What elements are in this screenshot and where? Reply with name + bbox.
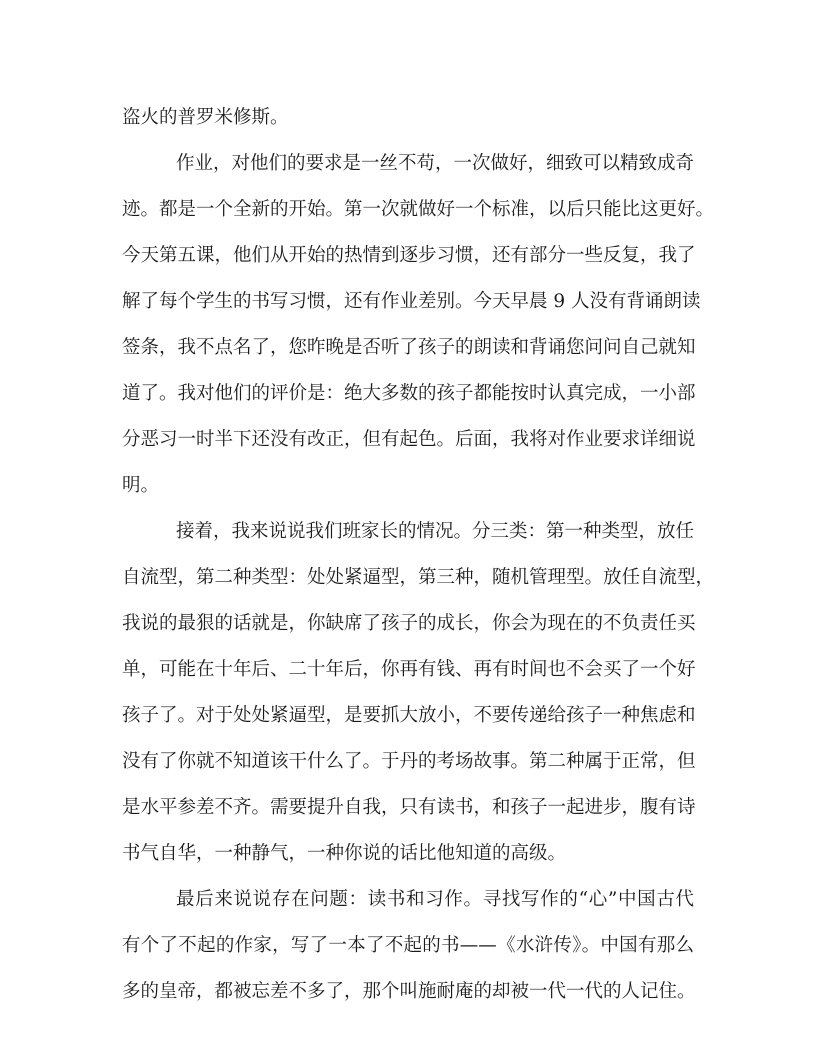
text-line: 多的皇帝，都被忘差不多了，那个叫施耐庵的却被一代一代的人记住。 bbox=[122, 981, 696, 1002]
text-line: 解了每个学生的书写习惯，还有作业差别。今天早晨 9 人没有背诵朗读 bbox=[122, 291, 701, 312]
text-line: 道了。我对他们的评价是：绝大多数的孩子都能按时认真完成，一小部 bbox=[122, 383, 696, 404]
paragraph-first-line: 接着，我来说说我们班家长的情况。分三类：第一种类型，放任 bbox=[176, 521, 695, 542]
text-line: 书气自华，一种静气，一种你说的话比他知道的高级。 bbox=[122, 843, 567, 864]
text-line: 孩子了。对于处处紧逼型，是要抓大放小，不要传递给孩子一种焦虑和 bbox=[122, 705, 696, 726]
text-line: 单，可能在十年后、二十年后，你再有钱、再有时间也不会买了一个好 bbox=[122, 659, 696, 680]
text-line: 盗火的普罗米修斯。 bbox=[122, 107, 289, 128]
text-line: 我说的最狠的话就是，你缺席了孩子的成长，你会为现在的不负责任买 bbox=[122, 613, 696, 634]
text-line: 没有了你就不知道该干什么了。于丹的考场故事。第二种属于正常，但 bbox=[122, 751, 696, 772]
text-line: 是水平参差不齐。需要提升自我，只有读书，和孩子一起进步，腹有诗 bbox=[122, 797, 696, 818]
text-line: 签条，我不点名了，您昨晚是否听了孩子的朗读和背诵您问问自己就知 bbox=[122, 337, 696, 358]
text-line: 今天第五课，他们从开始的热情到逐步习惯，还有部分一些反复，我了 bbox=[122, 245, 696, 266]
text-line: 分恶习一时半下还没有改正，但有起色。后面，我将对作业要求详细说 bbox=[122, 429, 696, 450]
text-line: 迹。都是一个全新的开始。第一次就做好一个标准，以后只能比这更好。 bbox=[122, 199, 715, 220]
text-line: 自流型，第二种类型：处处紧逼型，第三种，随机管理型。放任自流型， bbox=[122, 567, 715, 588]
text-line: 明。 bbox=[122, 475, 160, 496]
text-line: 有个了不起的作家，写了一本了不起的书——《水浒传》。中国有那么 bbox=[122, 935, 694, 956]
paragraph-first-line: 最后来说说存在问题：读书和习作。寻找写作的“心”中国古代 bbox=[176, 889, 694, 910]
paragraph-first-line: 作业，对他们的要求是一丝不苟，一次做好，细致可以精致成奇 bbox=[176, 153, 695, 174]
